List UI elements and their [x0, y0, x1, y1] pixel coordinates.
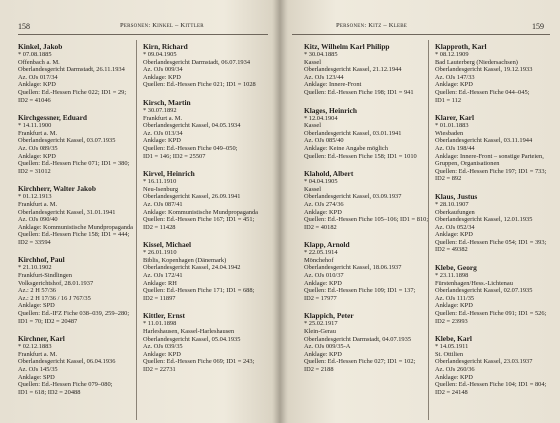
entry-detail-line: Az. OJs 052/34 — [435, 223, 475, 231]
entry-detail-line: Az. OJs 260/36 — [435, 366, 475, 373]
person-name: Klebe, Georg — [435, 263, 477, 273]
entry-detail-line: Anklage: SPD — [18, 373, 55, 381]
entry-detail-line: * 26.01.1910 — [143, 249, 177, 257]
book-gutter — [272, 0, 288, 423]
entry-detail-line: * 01.12.1913 — [18, 193, 52, 201]
running-header: Personen: Kinkel – Kittler — [120, 22, 204, 29]
right-column-1 — [304, 42, 429, 383]
entry-detail-line: ID2 = 17977 — [304, 294, 337, 302]
entry-detail-line: Anklage: KPD — [143, 137, 181, 145]
entry-detail-line: Quellen: Ed.-Hessen Fiche 069; ID1 = 243; — [143, 358, 255, 366]
entry-detail-line: Frankfurt a. M. — [18, 350, 58, 358]
entry-detail-line: Oberlandesgericht Kassel, 26.09.1941 — [143, 193, 241, 201]
entry-detail-line: Quellen: Ed.-Hessen Fiche 105–106; ID1 = 810; — [304, 216, 429, 224]
person-name: Klarer, Karl — [435, 113, 474, 123]
entry-detail-line: ID1 = 70; ID2 = 20487 — [18, 317, 78, 325]
person-name: Klapproth, Karl — [435, 42, 487, 51]
entry-detail-line: Quellen: Ed.-Hessen Fiche 079–080; — [18, 381, 113, 389]
entry-detail-line: Az. OJs 145/35 — [18, 366, 58, 373]
entry-detail-line: ID2 = 11897 — [143, 294, 176, 302]
header-rule — [18, 34, 268, 35]
entry-detail-line: * 28.10.1907 — [435, 200, 469, 208]
right-column-2 — [435, 42, 547, 405]
entry-detail-line: * 23.11.1898 — [435, 272, 469, 280]
entry-detail-line: Bad Lauterberg (Niedersachsen) — [435, 58, 518, 66]
entry-detail-line: Anklage: KPD — [435, 373, 473, 381]
person-name: Klaus, Justus — [435, 191, 478, 201]
person-entry — [435, 42, 543, 104]
entry-detail-line: Frankfurt a. M. — [18, 129, 58, 137]
entry-detail-line: Quellen: Ed.-Hessen Fiche 158; ID1 = 444; — [18, 231, 130, 239]
person-entry — [143, 42, 256, 89]
entry-detail-line: Quellen: Ed.-Hessen Fiche 022; ID1 = 29; — [18, 88, 127, 96]
entry-detail-line: Az. OJs 039/35 — [143, 343, 183, 351]
entry-detail-line: Az. OJs 123/44 — [304, 73, 344, 81]
entry-detail-line: Oberlandesgericht Kassel, 06.04.1936 — [18, 358, 116, 366]
entry-detail-line: Quellen: Ed.-Hessen Fiche 109; ID1 = 137; — [304, 287, 416, 295]
person-name: Kitz, Wilhelm Karl Philipp — [304, 42, 390, 51]
entry-detail-line: Az. OJs 010/37 — [304, 272, 344, 280]
entry-detail-line: Oberlandesgericht Kassel, 19.12.1933 — [435, 66, 533, 74]
person-name: Kirchner, Karl — [18, 334, 65, 344]
entry-detail-line: Az. OJs 013/34 — [143, 129, 183, 137]
entry-detail-line: * 30.07.1892 — [143, 106, 177, 114]
person-entry — [18, 113, 130, 175]
entry-detail-line: Oberlandesgericht Kassel, 05.04.1935 — [143, 335, 241, 343]
entry-detail-line: Mönchehof — [304, 256, 334, 264]
entry-detail-line: Quellen: Ed.-Hessen Fiche 198; ID1 = 941 — [304, 88, 414, 96]
entry-detail-line: Az. OJs 198/44 — [435, 144, 475, 152]
entry-detail-line: * 14.05.1911 — [435, 343, 469, 351]
entry-detail-line: Anklage: SPD — [18, 302, 55, 310]
page-number: 159 — [532, 22, 544, 31]
entry-detail-line: Anklage: Keine Angabe möglich — [304, 144, 388, 152]
entry-detail-line: Anklage: KPD — [304, 279, 342, 287]
entry-detail-line: Oberlandesgericht Kassel, 24.04.1942 — [143, 264, 241, 272]
entry-detail-line: Quellen: Ed.-Hessen Fiche 197; ID1 = 733; — [435, 167, 547, 175]
entry-detail-line: Az. OJs 111/35 — [435, 294, 475, 302]
entry-detail-line: Biblis, Kopenhagen (Dänemark) — [143, 256, 227, 264]
entry-detail-line: Quellen: Ed.-Hessen Fiche 158; ID1 = 1010 — [304, 152, 417, 160]
entry-detail-line: Quellen: Ed.-Hessen Fiche 021; ID1 = 1028 — [143, 81, 256, 89]
right-page — [282, 0, 560, 423]
entry-detail-line: Quellen: Ed.-Hessen Fiche 104; ID1 = 804; — [435, 381, 547, 389]
entry-detail-line: Anklage: KPD — [18, 152, 56, 160]
person-entry — [304, 105, 417, 161]
person-entry — [18, 255, 130, 325]
entry-detail-line: Oberlandesgericht Kassel, 03.01.1941 — [304, 129, 402, 137]
entry-detail-line: Oberlandesgericht Kassel, 02.07.1935 — [435, 287, 533, 295]
entry-detail-line: Quellen: Ed.-Hessen Fiche 071; ID1 = 380; — [18, 160, 130, 168]
entry-detail-line: ID2 = 23993 — [435, 317, 468, 325]
entry-detail-line: ID2 = 2188 — [304, 366, 334, 373]
entry-detail-line: ID1 = 112 — [435, 96, 462, 104]
person-name: Kirchherr, Walter Jakob — [18, 184, 96, 194]
entry-detail-line: Az. OJs 087/41 — [143, 200, 183, 208]
entry-detail-line: Anklage: KPD — [143, 73, 181, 81]
entry-detail-line: * 02.12.1883 — [18, 343, 52, 351]
entry-detail-line: Anklage: KPD — [143, 350, 181, 358]
entry-detail-line: Oberlandesgericht Darmstadt, 26.11.1934 — [18, 66, 125, 74]
entry-detail-line: Oberkaufungen — [435, 208, 475, 216]
entry-detail-line: Oberlandesgericht Kassel, 03.07.1935 — [18, 137, 116, 145]
entry-detail-line: Anklage: Innere-Front – sonstige Parteien, — [435, 152, 544, 160]
entry-detail-line: Anklage: KPD — [18, 81, 56, 89]
entry-detail-line: * 25.02.1917 — [304, 320, 338, 328]
entry-detail-line: Frankfurt a. M. — [143, 114, 183, 122]
entry-detail-line: ID2 = 892 — [435, 175, 462, 183]
entry-detail-line: Oberlandesgericht Kassel, 31.01.1941 — [18, 208, 116, 216]
entry-detail-line: Oberlandesgericht Kassel, 03.11.1944 — [435, 137, 533, 145]
entry-detail-line: Wiesbaden — [435, 129, 464, 137]
person-name: Kirvel, Heinrich — [143, 169, 195, 179]
person-entry — [143, 311, 255, 373]
entry-detail-line: Az. OJs 009/34 — [143, 66, 183, 74]
left-page — [0, 0, 278, 423]
person-entry — [435, 191, 547, 254]
entry-detail-line: * 30.04.1885 — [304, 51, 338, 58]
entry-detail-line: ID2 = 22731 — [143, 366, 176, 373]
entry-detail-line: Gruppen, Organisationen — [435, 160, 500, 168]
entry-detail-line: Frankfurt a. M. — [18, 200, 58, 208]
entry-detail-line: * 14.11.1900 — [18, 122, 52, 130]
left-column-1 — [18, 42, 134, 405]
person-name: Kirsch, Martin — [143, 97, 191, 107]
person-name: Klages, Heinrich — [304, 105, 357, 115]
person-name: Kissel, Michael — [143, 240, 192, 250]
page-number: 158 — [18, 22, 30, 31]
entry-detail-line: * 21.10.1902 — [18, 264, 52, 272]
entry-detail-line: ID2 = 31012 — [18, 167, 51, 175]
entry-detail-line: * 09.04.1905 — [143, 51, 177, 58]
entry-detail-line: ID2 = 11428 — [143, 223, 176, 231]
entry-detail-line: Oberlandesgericht Kassel, 12.01.1935 — [435, 216, 533, 224]
entry-detail-line: Oberlandesgericht Kassel, 18.06.1937 — [304, 264, 402, 272]
person-entry — [304, 311, 416, 373]
person-name: Klappich, Peter — [304, 311, 354, 321]
entry-detail-line: * 22.05.1914 — [304, 249, 338, 257]
entry-detail-line: Oberlandesgericht Kassel, 04.05.1934 — [143, 122, 241, 130]
entry-detail-line: ID2 = 49382 — [435, 246, 468, 254]
entry-detail-line: ID2 = 40182 — [304, 223, 337, 231]
entry-detail-line: Kassel — [304, 185, 322, 193]
person-name: Kinkel, Jakob — [18, 42, 63, 51]
header-rule — [292, 34, 550, 35]
entry-detail-line: ID2 = 41046 — [18, 96, 51, 104]
entry-detail-line: * 11.01.1898 — [143, 320, 177, 328]
person-name: Kittler, Ernst — [143, 311, 186, 321]
entry-detail-line: Oberlandesgericht Darmstadt, 04.07.1935 — [304, 335, 412, 343]
person-entry — [304, 42, 412, 97]
person-entry — [143, 169, 259, 231]
entry-detail-line: Az.: 2 H 17/36 / 16 J 767/35 — [18, 294, 91, 302]
entry-detail-line: Az. OJs 085/40 — [304, 137, 344, 145]
person-entry — [143, 98, 251, 160]
entry-detail-line: Quellen: Ed.-Hessen Fiche 044–045; — [435, 88, 530, 96]
person-name: Klapp, Arnold — [304, 240, 350, 250]
person-entry — [435, 334, 547, 396]
person-name: Kirn, Richard — [143, 42, 188, 51]
person-name: Kirchhof, Paul — [18, 255, 65, 265]
entry-detail-line: * 08.12.1909 — [435, 51, 469, 58]
entry-detail-line: Az. OJs 017/34 — [18, 73, 58, 81]
entry-detail-line: Fürstenhagen/Hess.-Lichtenau — [435, 279, 513, 287]
entry-detail-line: St. Ottilien — [435, 350, 464, 358]
entry-detail-line: Frankfurt-Sindlingen — [18, 272, 72, 280]
entry-detail-line: * 16.11.1910 — [143, 178, 177, 186]
person-entry — [18, 184, 134, 246]
person-entry — [435, 263, 547, 325]
column-divider — [428, 40, 429, 420]
entry-detail-line: Az.: 2 H 57/36 — [18, 287, 56, 295]
entry-detail-line: Quellen: Ed.-Hessen Fiche 049–050; — [143, 144, 238, 152]
person-entry — [143, 240, 255, 302]
person-name: Kirchgessner, Eduard — [18, 113, 87, 123]
entry-detail-line: Kassel — [304, 122, 322, 130]
entry-detail-line: Quellen: Ed.-Hessen Fiche 167; ID1 = 451; — [143, 216, 255, 224]
entry-detail-line: Az. OJs 274/36 — [304, 200, 344, 208]
entry-detail-line: Az. OJs 090/40 — [18, 216, 58, 224]
entry-detail-line: * 07.08.1885 — [18, 51, 52, 58]
entry-detail-line: ID1 = 618; ID2 = 20488 — [18, 388, 81, 396]
entry-detail-line: Harleshausen, Kassel-Harleshausen — [143, 328, 235, 336]
entry-detail-line: ID1 = 146; ID2 = 25507 — [143, 152, 206, 160]
column-divider — [136, 40, 137, 420]
person-entry — [435, 113, 547, 183]
entry-detail-line: Offenbach a. M. — [18, 58, 60, 66]
entry-detail-line: Oberlandesgericht Darmstadt, 06.07.1934 — [143, 58, 251, 66]
entry-detail-line: Kassel — [304, 58, 322, 66]
person-entry — [18, 42, 126, 104]
person-name: Klebe, Karl — [435, 334, 472, 344]
entry-detail-line: Anklage: KPD — [435, 231, 473, 239]
person-entry — [18, 334, 126, 396]
entry-detail-line: Az. OJs 009/35-A — [304, 343, 351, 351]
entry-detail-line: Anklage: Kommunistische Mundpropaganda — [18, 223, 134, 231]
entry-detail-line: Anklage: KPD — [304, 350, 342, 358]
entry-detail-line: Klein-Gerau — [304, 328, 336, 336]
entry-detail-line: Quellen: Ed.-Hessen Fiche 054; ID1 = 393; — [435, 238, 547, 246]
entry-detail-line: Anklage: RH — [143, 279, 177, 287]
entry-detail-line: Oberlandesgericht Kassel, 23.03.1937 — [435, 358, 533, 366]
entry-detail-line: Anklage: KPD — [304, 208, 342, 216]
entry-detail-line: Quellen: Ed.-Hessen Fiche 027; ID1 = 102; — [304, 358, 416, 366]
entry-detail-line: Oberlandesgericht Kassel, 21.12.1944 — [304, 66, 402, 74]
entry-detail-line: Az. OJs 089/35 — [18, 144, 58, 152]
person-entry — [304, 240, 416, 302]
entry-detail-line: Anklage: Kommunistische Mundpropaganda — [143, 208, 259, 216]
entry-detail-line: Quellen: Ed.-IFZ Fiche 038–039, 259–280; — [18, 310, 130, 318]
entry-detail-line: Oberlandesgericht Kassel, 03.09.1937 — [304, 193, 402, 201]
running-header: Personen: Kitz – Klebe — [336, 22, 407, 29]
entry-detail-line: Anklage: KPD — [435, 302, 473, 310]
entry-detail-line: Quellen: Ed.-Hessen Fiche 171; ID1 = 688; — [143, 287, 255, 295]
entry-detail-line: Volksgerichtshof, 28.01.1937 — [18, 279, 94, 287]
entry-detail-line: * 12.04.1904 — [304, 114, 338, 122]
entry-detail-line: Az. OJs 172/41 — [143, 272, 183, 280]
entry-detail-line: Quellen: Ed.-Hessen Fiche 091; ID1 = 526; — [435, 310, 547, 318]
left-column-2 — [143, 42, 259, 383]
entry-detail-line: * 04.04.1905 — [304, 178, 338, 186]
entry-detail-line: * 01.01.1883 — [435, 122, 469, 130]
entry-detail-line: Az. OJs 147/33 — [435, 73, 475, 81]
person-name: Klahold, Albert — [304, 169, 354, 179]
entry-detail-line: Anklage: Innere-Front — [304, 81, 362, 89]
person-entry — [304, 169, 429, 231]
entry-detail-line: Neu-Isenburg — [143, 185, 179, 193]
entry-detail-line: Anklage: KPD — [435, 81, 473, 89]
entry-detail-line: ID2 = 24148 — [435, 388, 468, 396]
entry-detail-line: ID2 = 33594 — [18, 238, 51, 246]
